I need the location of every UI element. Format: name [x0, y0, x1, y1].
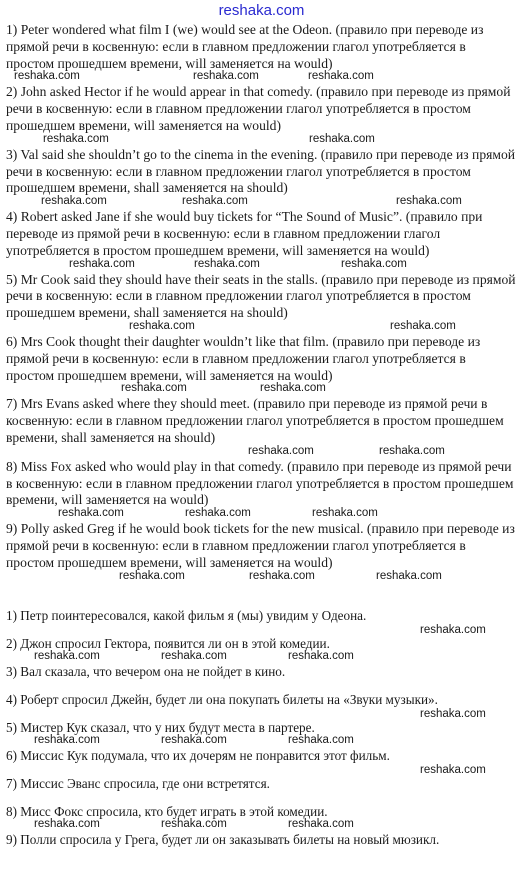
watermark: reshaka.com — [129, 319, 195, 332]
watermark: reshaka.com — [193, 70, 259, 83]
watermark: reshaka.com — [249, 569, 315, 582]
watermark: reshaka.com — [14, 70, 80, 83]
english-item-4: 4) Robert asked Jane if she would buy tickets for “The Sound of Music”. (правило при переводе из прямой речи в косвенную: если в главном предложении глагол употребляется в простом прошедшем времени, will заменяется на would) — [6, 209, 483, 258]
russian-item-7: 7) Миссис Эванс спросила, где они встретятся. — [6, 775, 270, 791]
russian-item-5: 5) Мистер Кук сказал, что у них будут места в партере. — [6, 719, 315, 735]
watermark-row — [6, 70, 516, 83]
english-item-7: 7) Mrs Evans asked where they should meet. (правило при переводе из прямой речи в косвенную: если в главном предложении глагол употребляется в простом прошедшем времени, shall заменяется на should) — [6, 396, 504, 445]
watermark-row — [6, 133, 516, 146]
russian-block — [6, 692, 516, 720]
english-item-2: 2) John asked Hector if he would appear in that comedy. (правило при переводе из прямой речи в косвенную: если в главном предложении глагол употребляется в простом прошедшем времени, will заменяется на would) — [6, 84, 511, 133]
watermark: reshaka.com — [420, 707, 486, 720]
watermark: reshaka.com — [119, 569, 185, 582]
watermark: reshaka.com — [379, 444, 445, 457]
watermark-row — [6, 320, 516, 333]
watermark-row — [6, 507, 516, 520]
watermark: reshaka.com — [41, 195, 107, 208]
watermark: reshaka.com — [312, 507, 378, 520]
section-gap — [6, 584, 516, 608]
site-header[interactable]: reshaka.com — [218, 2, 305, 19]
russian-item-6: 6) Миссис Кук подумала, что их дочерям не понравится этот фильм. — [6, 747, 390, 763]
russian-item-3: 3) Вал сказала, что вечером она не пойдет в кино. — [6, 663, 286, 679]
watermark: reshaka.com — [260, 382, 326, 395]
english-item-3: 3) Val said she shouldn’t go to the cinema in the evening. (правило при переводе из прямой речи в косвенную: если в главном предложении глагол употребляется в простом прошедшем времени, shall заменяется на should) — [6, 146, 516, 196]
watermark: reshaka.com — [248, 444, 314, 457]
watermark: reshaka.com — [185, 507, 251, 520]
watermark: reshaka.com — [288, 817, 354, 830]
watermark: reshaka.com — [288, 733, 354, 746]
russian-block — [6, 763, 516, 804]
russian-item-4: 4) Роберт спросил Джейн, будет ли она покупать билеты на «Звуки музыки». — [6, 691, 438, 707]
watermark: reshaka.com — [34, 733, 100, 746]
english-item-9: 9) Polly asked Greg if he would book tickets for the new musical. (правило при переводе из прямой речи в косвенную: если в главном предложении глагол употребляется в простом прошедшем времени, will заменяется на would) — [6, 521, 515, 570]
watermark: reshaka.com — [308, 70, 374, 83]
watermark: reshaka.com — [341, 257, 407, 270]
watermark-row — [6, 195, 516, 208]
watermark-row — [6, 445, 516, 458]
russian-block — [6, 804, 516, 832]
english-item-1: 1) Peter wondered what film I (we) would see at the Odeon. (правило при переводе из прямой речи в косвенную: если в главном предложении глагол употребляется в простом прошедшем времени, will заменяется на would) — [6, 22, 484, 71]
watermark: reshaka.com — [288, 649, 354, 662]
russian-block — [6, 832, 516, 860]
document-page — [6, 22, 516, 860]
watermark: reshaka.com — [58, 507, 124, 520]
watermark: reshaka.com — [43, 132, 109, 145]
watermark: reshaka.com — [34, 649, 100, 662]
watermark: reshaka.com — [121, 382, 187, 395]
watermark-row — [6, 258, 516, 271]
russian-item-9: 9) Полли спросила у Грега, будет ли он заказывать билеты на новый мюзикл. — [6, 831, 440, 847]
watermark: reshaka.com — [420, 763, 486, 776]
watermark: reshaka.com — [69, 257, 135, 270]
russian-block — [6, 664, 516, 692]
english-item-8: 8) Miss Fox asked who would play in that comedy. (правило при переводе из прямой речи в косвенную: если в главном предложении глагол употребляется в простом прошедшем времени, will заменяется на would) — [6, 458, 514, 508]
watermark: reshaka.com — [309, 132, 375, 145]
watermark: reshaka.com — [161, 733, 227, 746]
watermark: reshaka.com — [420, 623, 486, 636]
watermark: reshaka.com — [396, 195, 462, 208]
watermark: reshaka.com — [161, 817, 227, 830]
russian-block — [6, 720, 516, 748]
watermark: reshaka.com — [376, 569, 442, 582]
english-item-6: 6) Mrs Cook thought their daughter wouldn’t like that film. (правило при переводе из прямой речи в косвенную: если в главном предложении глагол употребляется в простом прошедшем времени, will заменяется на would) — [6, 333, 481, 383]
russian-item-1: 1) Петр поинтересовался, какой фильм я (мы) увидим у Одеона. — [6, 607, 367, 623]
watermark: reshaka.com — [182, 195, 248, 208]
watermark: reshaka.com — [194, 257, 260, 270]
watermark: reshaka.com — [34, 817, 100, 830]
watermark-row — [6, 382, 516, 395]
watermark-row — [6, 570, 516, 583]
russian-block — [6, 623, 516, 664]
watermark: reshaka.com — [390, 319, 456, 332]
watermark: reshaka.com — [161, 649, 227, 662]
russian-item-2: 2) Джон спросил Гектора, появится ли он в этой комедии. — [6, 635, 330, 651]
english-item-5: 5) Mr Cook said they should have their seats in the stalls. (правило при переводе из прямой речи в косвенную: если в главном предложении глагол употребляется в простом прошедшем времени, shall заменяется на should) — [6, 271, 516, 321]
russian-item-8: 8) Мисс Фокс спросила, кто будет играть в этой комедии. — [6, 803, 328, 819]
